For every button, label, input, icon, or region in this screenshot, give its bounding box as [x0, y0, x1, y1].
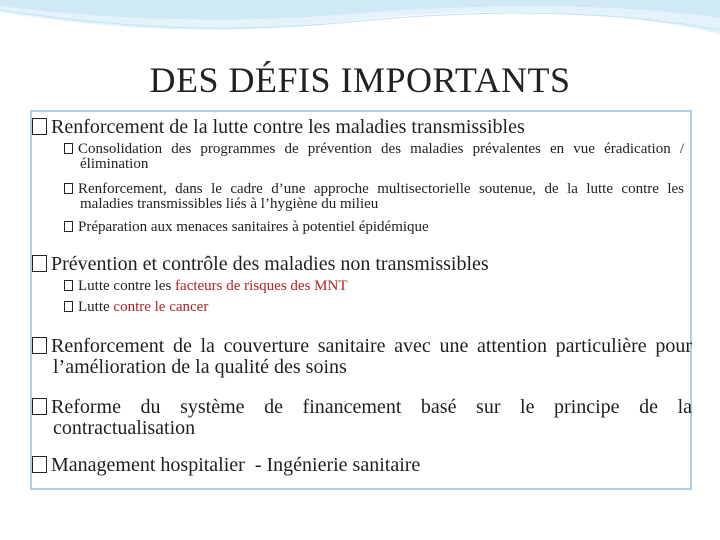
- sub-bullet-text: Lutte contre les: [78, 278, 176, 294]
- square-bullet-icon: [32, 255, 47, 272]
- sub-bullet-text: Renforcement, dans le cadre d’une approche multisectorielle soutenue, de la lutte contre les maladies transmissibles liés à l’hygiène du milieu: [78, 181, 684, 212]
- square-bullet-icon: [32, 456, 47, 473]
- bullet-item-1: [32, 116, 692, 138]
- bullet-item-text: Prévention et contrôle des maladies non transmissibles: [51, 253, 489, 275]
- sub-bullet-item-1-1: [64, 142, 684, 172]
- bullet-item-4: [32, 396, 692, 439]
- sub-bullet-item-2-2: [64, 300, 684, 315]
- highlighted-text: facteurs de risques des MNT: [175, 278, 348, 294]
- bullet-item-text: Renforcement de la couverture sanitaire avec une attention particulière pour l’amélioration de la qualité des soins: [51, 335, 692, 378]
- square-bullet-icon: [64, 183, 73, 194]
- square-bullet-icon: [32, 398, 47, 415]
- slide-title: DES DÉFIS IMPORTANTS: [149, 60, 571, 100]
- sub-bullet-item-2-1: [64, 279, 684, 294]
- square-bullet-icon: [32, 118, 47, 135]
- bullet-item-5: [32, 454, 692, 476]
- bullet-item-text: Management hospitalier - Ingénierie sanitaire: [51, 454, 421, 476]
- sub-bullet-text: Consolidation des programmes de prévention des maladies prévalentes en vue éradication / élimination: [78, 141, 684, 172]
- square-bullet-icon: [64, 221, 73, 232]
- sub-bullet-item-1-3: [64, 220, 684, 235]
- square-bullet-icon: [64, 143, 73, 154]
- sub-bullet-text: Lutte: [78, 299, 114, 315]
- square-bullet-icon: [32, 337, 47, 354]
- square-bullet-icon: [64, 301, 73, 312]
- sub-bullet-text: Préparation aux menaces sanitaires à potentiel épidémique: [78, 219, 429, 235]
- bullet-item-3: [32, 335, 692, 378]
- highlighted-text: contre le cancer: [113, 299, 209, 315]
- content-box: [30, 110, 692, 490]
- sub-bullet-item-1-2: [64, 182, 684, 212]
- decorative-wave-banner: [0, 0, 720, 60]
- bullet-item-text: Reforme du système de financement basé sur le principe de la contractualisation: [51, 396, 692, 439]
- bullet-item-text: Renforcement de la lutte contre les maladies transmissibles: [51, 116, 525, 138]
- square-bullet-icon: [64, 280, 73, 291]
- bullet-item-2: [32, 253, 692, 275]
